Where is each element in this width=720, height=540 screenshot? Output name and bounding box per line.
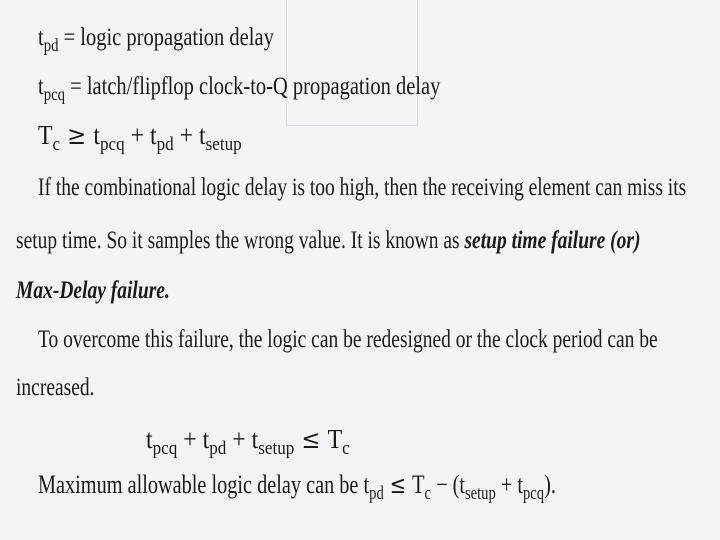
tpd-subscript: pd — [43, 34, 59, 55]
tpcq-term: t — [146, 424, 153, 454]
paragraph1-line1: If the combinational logic delay is too high, then the receiving element can miss its — [38, 174, 687, 201]
tc-subscript: c — [424, 482, 431, 504]
max-delay-text: Maximum allowable logic delay can be — [38, 470, 364, 499]
closing-paren: ). — [544, 470, 556, 499]
tc-subscript: c — [52, 134, 61, 156]
tpcq-symbol: t — [38, 73, 44, 100]
plus-operator: + — [173, 120, 199, 150]
tpcq-term-subscript: pcq — [99, 134, 125, 156]
tsetup-term: t — [251, 424, 259, 454]
plus-operator: + — [226, 424, 252, 454]
tc-subscript: c — [342, 438, 350, 460]
tpcq-term: t — [93, 120, 100, 150]
tc-symbol: T — [327, 424, 343, 454]
plus-operator: + — [495, 470, 518, 499]
tpcq-term-subscript: pcq — [152, 438, 178, 460]
tpd-description: = logic propagation delay — [58, 24, 274, 51]
setup-constraint-equation — [38, 120, 242, 156]
tpd-term: t — [363, 470, 370, 499]
definition-tpcq — [38, 73, 441, 104]
paragraph1-line2-text: setup time. So it samples the wrong value. It is known as — [16, 227, 465, 254]
setup-failure-term: setup time failure (or) — [464, 227, 641, 254]
tsetup-term-subscript: setup — [258, 438, 295, 460]
tpd-term: t — [149, 120, 157, 150]
tpcq-term-subscript: pcq — [523, 482, 545, 504]
tsetup-term: t — [459, 470, 465, 499]
max-delay-statement — [38, 470, 556, 504]
leq-operator: ≤ — [383, 470, 413, 499]
paragraph2-line1: To overcome this failure, the logic can be redesigned or the clock period can be — [38, 326, 658, 353]
bleed-through-box — [286, 0, 418, 126]
setup-constraint-rearranged — [146, 424, 350, 460]
max-delay-failure-term: Max-Delay failure. — [16, 277, 170, 304]
paragraph2-line2: increased. — [16, 374, 95, 401]
paragraph1-line2 — [16, 227, 640, 255]
plus-operator: + — [177, 424, 203, 454]
tpd-term-subscript: pd — [156, 134, 174, 156]
tc-symbol: T — [412, 470, 425, 499]
tpd-term-subscript: pd — [369, 482, 384, 504]
definition-tpd — [38, 24, 274, 55]
tsetup-term-subscript: setup — [464, 482, 496, 504]
minus-operator: − ( — [430, 470, 460, 499]
tsetup-term-subscript: setup — [205, 134, 242, 156]
tsetup-term: t — [198, 120, 206, 150]
tpcq-description: = latch/flipflop clock-to-Q propagation delay — [65, 73, 441, 100]
plus-operator: + — [124, 120, 150, 150]
tpd-term: t — [202, 424, 210, 454]
geq-operator: ≥ — [60, 121, 94, 151]
tpd-symbol: t — [38, 24, 44, 51]
leq-operator: ≤ — [294, 425, 328, 455]
tpcq-subscript: pcq — [43, 83, 66, 104]
tc-symbol: T — [38, 120, 53, 150]
tpcq-term: t — [517, 470, 524, 499]
tpd-term-subscript: pd — [209, 438, 227, 460]
